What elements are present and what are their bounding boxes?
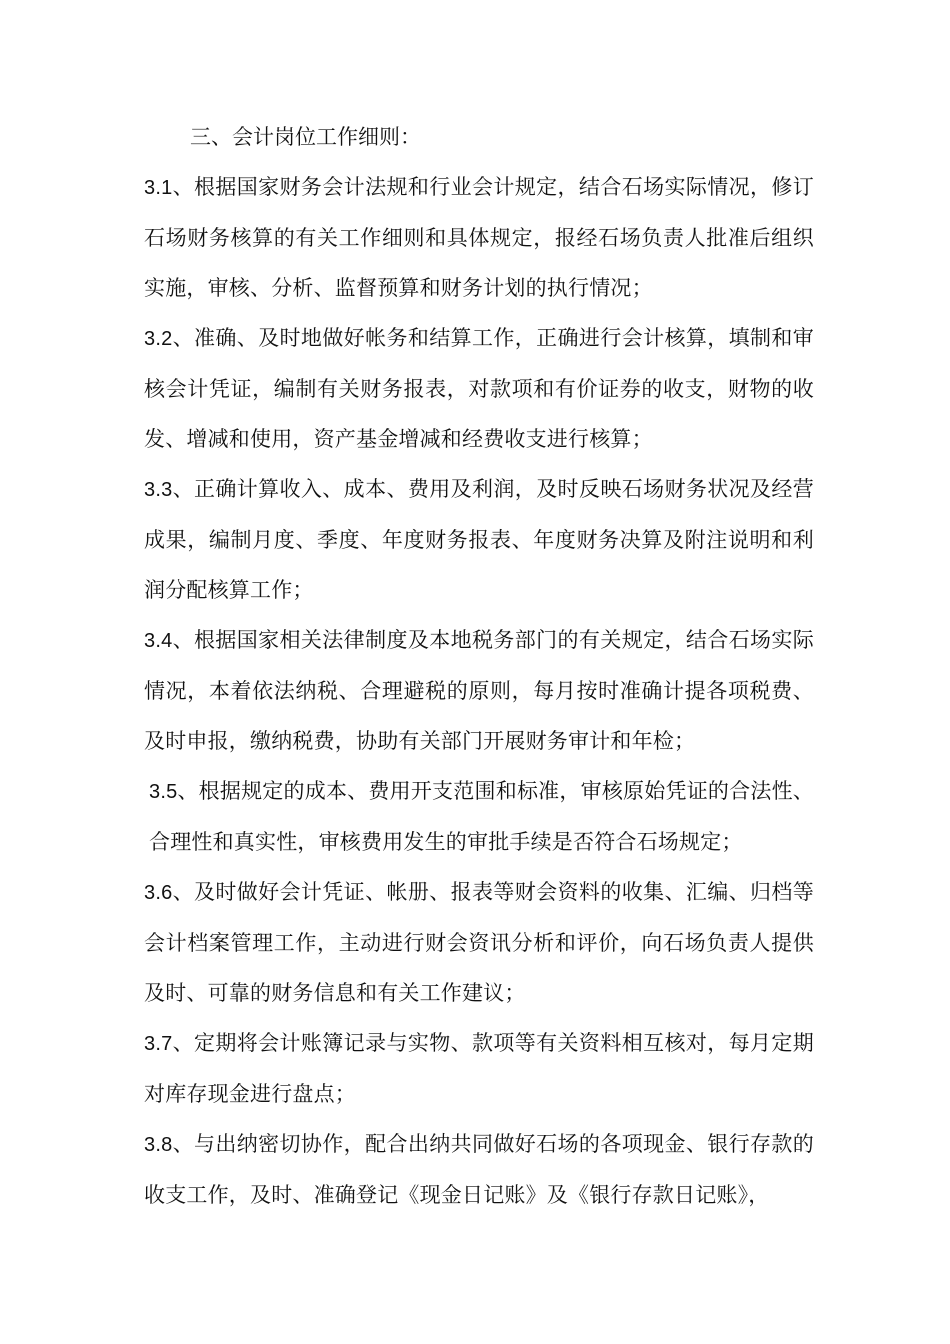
paragraph-3-6	[144, 867, 814, 1018]
paragraph-3-2	[144, 313, 814, 464]
paragraph-number: 3.3	[144, 479, 173, 501]
document-body	[144, 112, 814, 1220]
paragraph-3-3	[144, 464, 814, 615]
paragraph-3-4	[144, 615, 814, 766]
paragraph-text: 、根据国家财务会计法规和行业会计规定，结合石场实际情况，修订石场财务核算的有关工作细则和具体规定，报经石场负责人批准后组织实施，审核、分析、监督预算和财务计划的执行情况；	[144, 175, 814, 300]
paragraph-text: 、正确计算收入、成本、费用及利润，及时反映石场财务状况及经营成果，编制月度、季度、年度财务报表、年度财务决算及附注说明和利润分配核算工作；	[144, 477, 814, 602]
paragraph-number: 3.7	[144, 1033, 173, 1055]
paragraph-number: 3.6	[144, 882, 173, 904]
paragraph-text: 、与出纳密切协作，配合出纳共同做好石场的各项现金、银行存款的收支工作，及时、准确登记《现金日记账》及《银行存款日记账》，	[144, 1132, 814, 1207]
paragraph-text: 、准确、及时地做好帐务和结算工作，正确进行会计核算，填制和审核会计凭证，编制有关财务报表，对款项和有价证券的收支，财物的收发、增减和使用，资产基金增减和经费收支进行核算；	[144, 326, 814, 451]
paragraph-text: 、根据规定的成本、费用开支范围和标准，审核原始凭证的合法性、合理性和真实性，审核费用发生的审批手续是否符合石场规定；	[149, 779, 814, 854]
paragraph-text: 、定期将会计账簿记录与实物、款项等有关资料相互核对，每月定期对库存现金进行盘点；	[144, 1031, 814, 1106]
paragraph-number: 3.8	[144, 1134, 173, 1156]
section-heading: 三、会计岗位工作细则：	[190, 125, 421, 149]
paragraph-3-7	[144, 1018, 814, 1119]
paragraph-3-1	[144, 162, 814, 313]
paragraph-number: 3.5	[149, 781, 178, 803]
paragraph-3-5	[144, 766, 814, 867]
paragraph-number: 3.2	[144, 328, 173, 350]
paragraph-number: 3.4	[144, 630, 173, 652]
paragraph-text: 、根据国家相关法律制度及本地税务部门的有关规定，结合石场实际情况，本着依法纳税、合理避税的原则，每月按时准确计提各项税费、及时申报，缴纳税费，协助有关部门开展财务审计和年检；	[144, 628, 814, 753]
paragraph-text: 、及时做好会计凭证、帐册、报表等财会资料的收集、汇编、归档等会计档案管理工作，主动进行财会资讯分析和评价，向石场负责人提供及时、可靠的财务信息和有关工作建议；	[144, 880, 814, 1005]
paragraph-number: 3.1	[144, 177, 173, 199]
paragraph-3-8	[144, 1119, 814, 1220]
